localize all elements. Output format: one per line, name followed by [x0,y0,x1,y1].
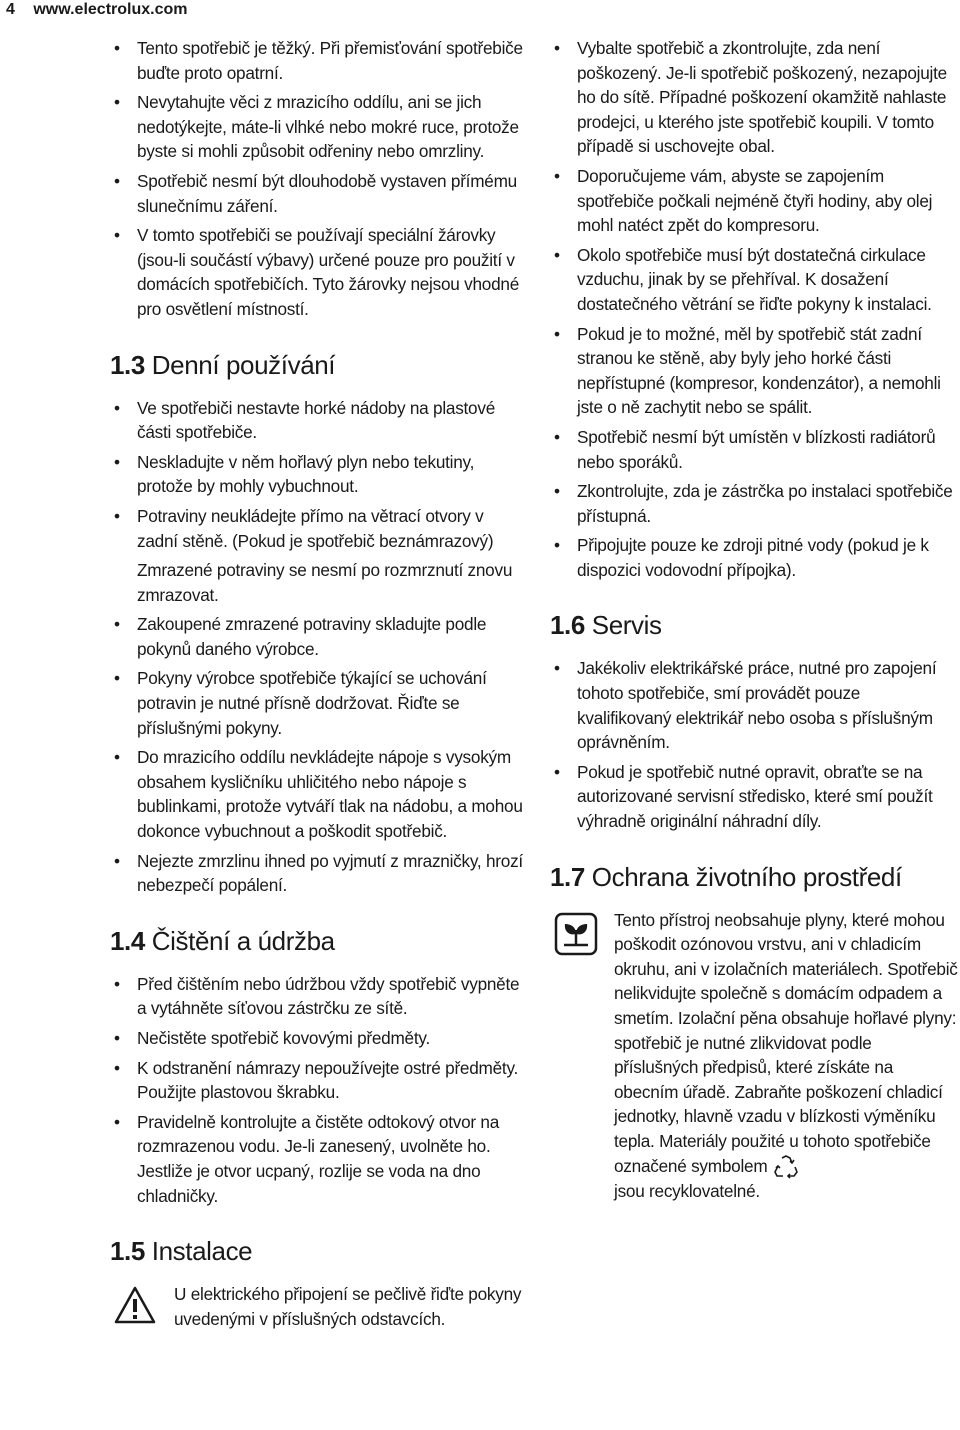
list-item: • Ve spotřebiči nestavte horké nádoby na plastové části spotřebiče. [114,396,524,445]
section-heading: Servis [591,610,662,641]
warning-text: U elektrického připojení se pečlivě řiďte pokyny uvedenými v příslušných odstavcích. [174,1284,522,1329]
list-item: • Nejezte zmrzlinu ihned po vyjmutí z mrazničky, hrozí nebezpečí popálení. [114,849,524,898]
list-item: • Nevytahujte věci z mrazicího oddílu, ani se jich nedotýkejte, máte-li vlhké nebo mokré ruce, protože byste si mohli způsobit odřeniny nebo omrzliny. [114,90,524,164]
list-item: • Tento spotřebič je těžký. Při přemisťování spotřebiče buďte proto opatrní. [114,36,524,85]
section-title-1-6 [550,610,958,640]
list-item: • Pokud je to možné, měl by spotřebič stát zadní stranou ke stěně, aby byly jeho horké části nepřístupné (kompresor, kondenzátor), a nemohli jste o ně zachytit nebo se spálit. [554,322,958,420]
environment-note [554,908,958,1204]
list-item: • Potraviny neukládejte přímo na větrací otvory v zadní stěně. (Pokud je spotřebič beznámrazový) [114,504,524,553]
list-item: • Pokyny výrobce spotřebiče týkající se uchování potravin je nutné přísně dodržovat. Řiďte se příslušnými pokyny. [114,666,524,740]
list-item: • Jakékoliv elektrikářské práce, nutné pro zapojení tohoto spotřebiče, smí provádět pouze kvalifikovaný elektrikář nebo osoba s příslušným oprávněním. [554,656,958,754]
section-title-1-5 [110,1236,524,1266]
list-item: • Připojujte pouze ke zdroji pitné vody (pokud je k dispozici vodovodní přípojka). [554,533,958,582]
service-list [554,656,958,833]
list-item: • V tomto spotřebiči se používají speciální žárovky (jsou-li součástí výbavy) určené pouze pro použití v domácích spotřebičích. Tyto žárovky nejsou vhodné pro osvětlení místností. [114,223,524,321]
list-item: • Spotřebič nesmí být dlouhodobě vystaven přímému slunečnímu záření. [114,169,524,218]
page-header [6,0,187,22]
section-number: 1.7 [550,861,585,892]
list-item: • Neskladujte v něm hořlavý plyn nebo tekutiny, protože by mohly vybuchnout. [114,450,524,499]
list-item: • Pokud je spotřebič nutné opravit, obraťte se na autorizované servisní středisko, které smí použít výhradně originální náhradní díly. [554,760,958,834]
section-number: 1.3 [110,349,145,380]
environment-text-main: Tento přístroj neobsahuje plyny, které mohou poškodit ozónovou vrstvu, ani v chladicím okruhu, ani v izolačních materiálech. Spotřebič nelikvidujte společně s domácím odpadem a smetím. Izolační pěna obsahuje hořlavé plyny: spotřebič je nutné zlikvidovat podle příslušných předpisů, které získáte na obecním úřadě. Zabraňte poškození chladicí jednotky, hlavně vzadu v blízkosti výměníku tepla. Materiály použité u tohoto spotřebiče označené symbolem [614,909,958,1176]
list-item: • Pravidelně kontrolujte a čistěte odtokový otvor na rozmrazenou vodu. Je-li zanesený, uvolněte ho. Jestliže je otvor ucpaný, rozlije se voda na dno chladničky. [114,1110,524,1208]
list-item: • Zakoupené zmrazené potraviny skladujte podle pokynů daného výrobce. [114,612,524,661]
section-number: 1.4 [110,925,145,956]
list-item: • Doporučujeme vám, abyste se zapojením spotřebiče počkali nejméně čtyři hodiny, aby olej mohl natéct zpět do kompresoru. [554,164,958,238]
section-number: 1.5 [110,1236,145,1267]
right-column [550,36,958,1204]
list-item: • Nečistěte spotřebič kovovými předměty. [114,1026,524,1051]
daily-use-list [114,396,524,898]
section-title-1-4 [110,926,524,956]
list-item: • Okolo spotřebiče musí být dostatečná cirkulace vzduchu, jinak by se přehříval. K dosažení dostatečného větrání se řiďte pokyny k instalaci. [554,243,958,317]
intro-list [114,36,524,322]
installation-list [554,36,958,582]
list-item-continuation: Zmrazené potraviny se nesmí po rozmrznutí znovu zmrazovat. [137,560,513,605]
list-item: • Zkontrolujte, zda je zástrčka po instalaci spotřebiče přístupná. [554,479,958,528]
recycle-icon [773,1155,799,1179]
section-heading: Ochrana životního prostředí [591,861,902,892]
list-item: • Vybalte spotřebič a zkontrolujte, zda není poškozený. Je-li spotřebič poškozený, nezapojujte ho do sítě. Případné poškození okamžitě nahlaste prodejci, u kterého jste spotřebič koupili. V tomto případě si uschovejte obal. [554,36,958,159]
header-url[interactable]: www.electrolux.com [33,1,188,18]
list-item: • Spotřebič nesmí být umístěn v blízkosti radiátorů nebo sporáků. [554,425,958,474]
environment-text [614,908,958,1204]
leaf-environment-icon [554,908,614,956]
installation-warning [114,1282,524,1331]
list-item: • K odstranění námrazy nepoužívejte ostré předměty. Použijte plastovou škrabku. [114,1056,524,1105]
environment-text-end: jsou recyklovatelné. [614,1181,760,1202]
section-heading: Čištění a údržba [151,925,335,956]
page-number: 4 [6,1,15,18]
list-item: • Do mrazicího oddílu nevkládejte nápoje s vysokým obsahem kysličníku uhličitého nebo nápoje s bublinkami, protože vytváří tlak na nádobu, a mohou dokonce vybuchnout a poškodit spotřebič. [114,745,524,843]
section-heading: Instalace [151,1236,253,1267]
section-heading: Denní používání [151,349,336,380]
cleaning-list [114,972,524,1208]
section-number: 1.6 [550,610,585,641]
warning-triangle-icon [114,1282,174,1324]
section-title-1-3 [110,350,524,380]
list-item: • Před čištěním nebo údržbou vždy spotřebič vypněte a vytáhněte síťovou zástrčku ze sítě. [114,972,524,1021]
section-title-1-7 [550,862,958,892]
left-column [110,36,524,1331]
